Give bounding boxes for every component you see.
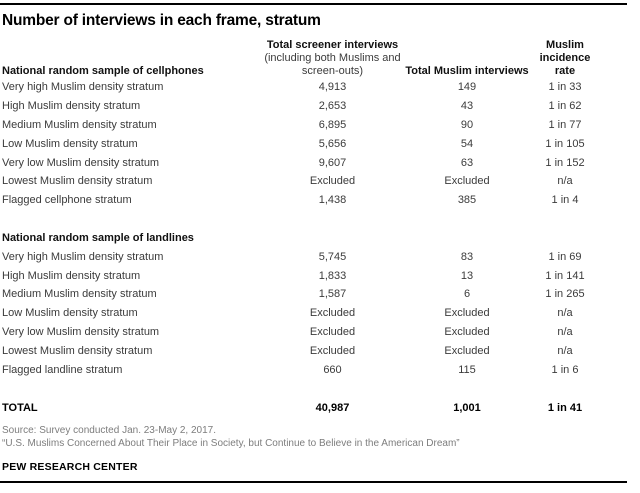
screener-value: 9,607 <box>318 156 347 169</box>
top-divider <box>0 3 627 5</box>
total-screener-value: 40,987 <box>315 402 350 415</box>
muslim-value: 83 <box>460 250 474 263</box>
rate-value: n/a <box>557 307 573 320</box>
muslim-value: 43 <box>460 100 474 113</box>
rate-value: 1 in 4 <box>551 194 579 207</box>
source-note: Source: Survey conducted Jan. 23-May 2, 2017. <box>2 425 217 436</box>
rate-value: 1 in 77 <box>548 118 582 131</box>
screener-value: 5,745 <box>318 250 347 263</box>
muslim-value: 90 <box>460 118 474 131</box>
rate-value: 1 in 62 <box>548 100 582 113</box>
column-header-screener-title: Total screener interviews <box>266 39 399 51</box>
table-row <box>2 78 602 97</box>
table-row <box>2 323 602 342</box>
row-label: Flagged landline stratum <box>2 363 123 376</box>
section-header-row-landlines <box>2 229 602 248</box>
row-label: Very low Muslim density stratum <box>2 325 160 338</box>
screener-value: Excluded <box>309 307 356 320</box>
muslim-value: 13 <box>460 269 474 282</box>
rate-value: 1 in 152 <box>545 156 585 169</box>
table-row <box>2 134 602 153</box>
column-header-incidence-rate: Muslim incidence rate <box>539 39 591 77</box>
row-label: Medium Muslim density stratum <box>2 118 157 131</box>
rate-value: 1 in 69 <box>548 250 582 263</box>
screener-value: Excluded <box>309 325 356 338</box>
row-label: Very high Muslim density stratum <box>2 81 164 94</box>
rate-value: 1 in 265 <box>545 288 585 301</box>
figure-footer <box>2 425 638 473</box>
table-row <box>2 191 602 210</box>
row-label: Low Muslim density stratum <box>2 307 138 320</box>
muslim-value: Excluded <box>444 175 490 188</box>
screener-value: 2,653 <box>318 100 347 113</box>
rate-value: 1 in 6 <box>551 363 579 376</box>
row-label: Medium Muslim density stratum <box>2 288 157 301</box>
row-label: Flagged cellphone stratum <box>2 194 132 207</box>
muslim-value: Excluded <box>444 307 490 320</box>
column-header-screener-sub: (including both Muslims and screen-outs) <box>264 52 401 77</box>
total-muslim-value: 1,001 <box>453 402 481 415</box>
row-label: High Muslim density stratum <box>2 269 141 282</box>
table-row <box>2 304 602 323</box>
screener-value: Excluded <box>309 344 356 357</box>
table-row <box>2 360 602 379</box>
muslim-value: Excluded <box>444 325 490 338</box>
row-label: Lowest Muslim density stratum <box>2 344 153 357</box>
muslim-value: 54 <box>460 137 474 150</box>
row-label: Lowest Muslim density stratum <box>2 175 153 188</box>
table-row <box>2 153 602 172</box>
screener-value: 6,895 <box>318 118 347 131</box>
table-total-row <box>2 399 602 418</box>
row-label: High Muslim density stratum <box>2 100 141 113</box>
figure-title: Number of interviews in each frame, stratum <box>2 12 321 29</box>
table-row <box>2 285 602 304</box>
rate-value: 1 in 141 <box>545 269 585 282</box>
row-label: Very high Muslim density stratum <box>2 250 164 263</box>
pew-research-center-brand: PEW RESEARCH CENTER <box>2 461 138 473</box>
bottom-divider <box>0 481 627 483</box>
screener-value: 1,438 <box>318 194 347 207</box>
row-label: Very low Muslim density stratum <box>2 156 160 169</box>
interviews-table <box>2 34 602 418</box>
screener-value: 1,587 <box>318 288 347 301</box>
table-row <box>2 116 602 135</box>
table-row <box>2 341 602 360</box>
total-label: TOTAL <box>2 402 38 415</box>
total-rate-value: 1 in 41 <box>547 402 583 415</box>
muslim-value: 63 <box>460 156 474 169</box>
table-row <box>2 266 602 285</box>
muslim-value: 6 <box>463 288 471 301</box>
report-title-note: “U.S. Muslims Concerned About Their Place in Society, but Continue to Believe in the American Dream” <box>2 437 460 449</box>
table-header-row <box>2 34 602 78</box>
rate-value: n/a <box>557 175 573 188</box>
column-header-muslim-interviews: Total Muslim interviews <box>405 65 529 77</box>
screener-value: 5,656 <box>318 137 347 150</box>
table-row <box>2 97 602 116</box>
column-header-screener <box>261 39 404 78</box>
rate-value: n/a <box>557 325 573 338</box>
screener-value: 4,913 <box>318 81 347 94</box>
rate-value: n/a <box>557 344 573 357</box>
screener-value: 660 <box>323 363 342 376</box>
muslim-value: 149 <box>457 81 477 94</box>
table-row <box>2 247 602 266</box>
rate-value: 1 in 105 <box>545 137 585 150</box>
row-label: Low Muslim density stratum <box>2 137 138 150</box>
screener-value: Excluded <box>309 175 356 188</box>
table-row <box>2 172 602 191</box>
muslim-value: Excluded <box>444 344 490 357</box>
section-header-cellphones: National random sample of cellphones <box>2 65 204 77</box>
screener-value: 1,833 <box>318 269 347 282</box>
muslim-value: 115 <box>458 363 476 376</box>
section-header-landlines: National random sample of landlines <box>2 231 194 244</box>
rate-value: 1 in 33 <box>548 81 582 94</box>
muslim-value: 385 <box>457 194 477 207</box>
